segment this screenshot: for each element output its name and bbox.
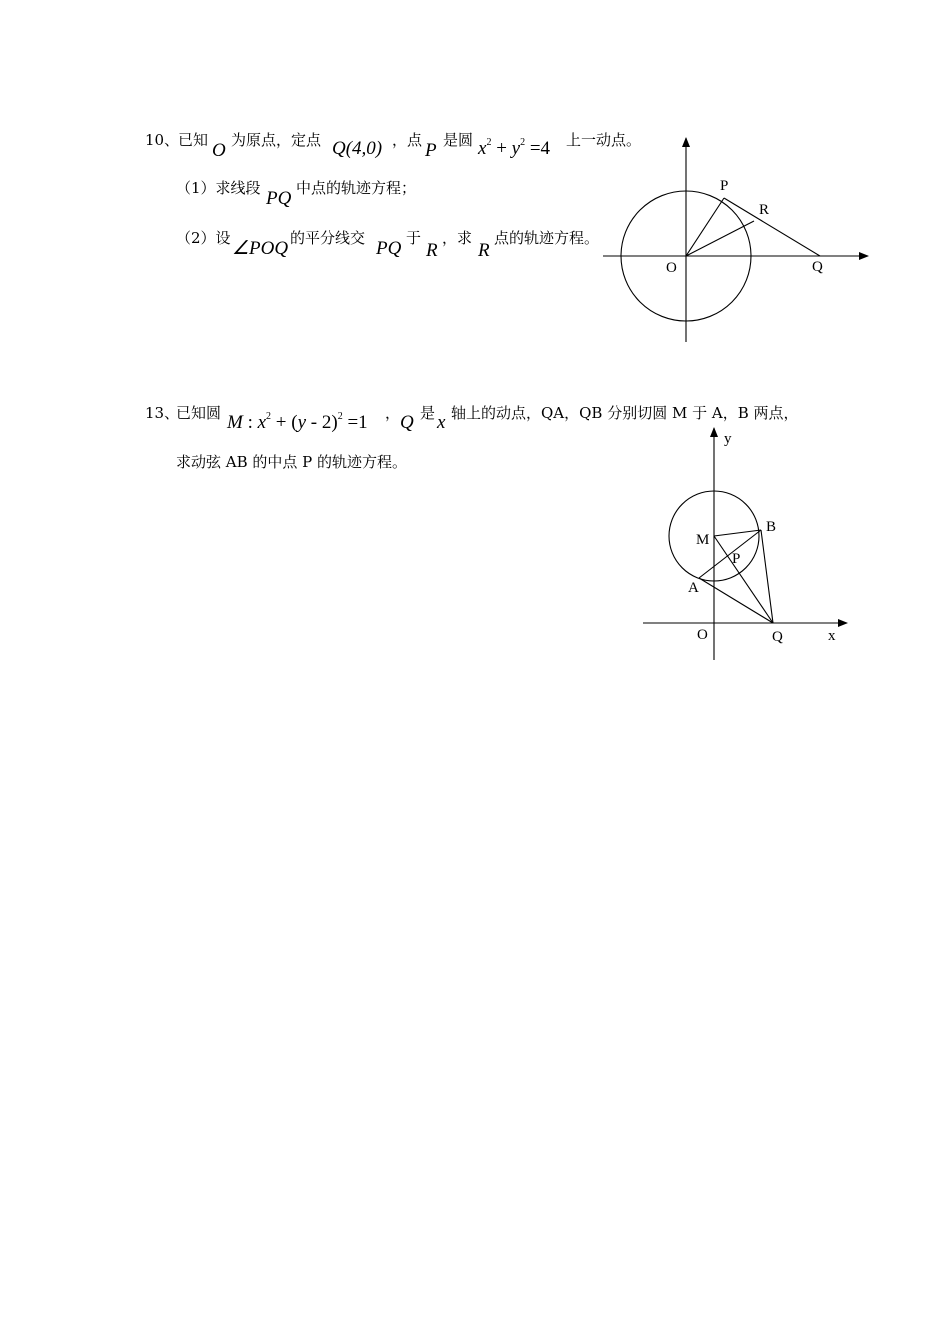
segment-OR bbox=[686, 221, 754, 256]
problem10-text-2: 为原点，定点 bbox=[231, 131, 322, 149]
math-circle-equation: $x^2 + y^2 =4$ bbox=[478, 137, 551, 159]
math-x: x bbox=[437, 412, 446, 433]
label-Q-2: Q bbox=[772, 629, 783, 645]
problem13-number: 13、 bbox=[145, 404, 180, 422]
math-O: O bbox=[212, 140, 226, 161]
math-P: P bbox=[425, 140, 437, 161]
label-O-2: O bbox=[697, 627, 708, 643]
sub2-text-2: 于 bbox=[406, 229, 422, 247]
label-Q: Q bbox=[812, 259, 823, 275]
problem13-text-2: ， bbox=[385, 404, 401, 422]
math-Q: Q bbox=[400, 412, 414, 433]
sub1-label: （1）求线段 bbox=[176, 179, 261, 197]
math-PQ-2: PQ bbox=[376, 238, 402, 259]
sub2-text-1: 的平分线交 bbox=[290, 229, 366, 247]
label-M: M bbox=[696, 532, 710, 548]
math-R: R bbox=[426, 240, 438, 261]
math-R-2: R bbox=[478, 240, 490, 261]
label-R: R bbox=[759, 202, 770, 218]
segment-BQ bbox=[761, 530, 773, 623]
figure-problem13 bbox=[643, 428, 847, 660]
sub1-rest: 中点的轨迹方程； bbox=[296, 179, 417, 197]
problem13-text-3: 是 bbox=[420, 404, 436, 422]
sub2-text-4: 点的轨迹方程。 bbox=[494, 229, 600, 247]
figure-problem10 bbox=[603, 138, 868, 342]
problem13-line-2: 求动弦 AB 的中点 P 的轨迹方程。 bbox=[176, 453, 408, 471]
problem10-text-3: ，点 bbox=[392, 131, 423, 149]
problem10-number: 10、 bbox=[145, 131, 180, 149]
problem13-text-1: 已知圆 bbox=[176, 404, 222, 422]
math-angle-POQ: ∠POQ bbox=[232, 238, 289, 259]
segment-AQ bbox=[699, 578, 773, 623]
label-x: x bbox=[828, 628, 836, 644]
problem10-text-1: 已知 bbox=[178, 131, 209, 149]
sub2-label: （2）设 bbox=[176, 229, 231, 247]
label-B: B bbox=[766, 519, 777, 535]
math-PQ: PQ bbox=[266, 188, 292, 209]
math-circle-M-equation: M : $x^2 + (y - 2)^2 =1$ bbox=[227, 411, 368, 433]
problem10-text-5: 上一动点。 bbox=[566, 131, 642, 149]
label-P: P bbox=[720, 178, 729, 194]
math-Q-point: Q(4,0) bbox=[332, 138, 383, 159]
sub2-text-3: ，求 bbox=[442, 229, 473, 247]
problem10-text-4: 是圆 bbox=[443, 131, 474, 149]
label-y: y bbox=[724, 431, 732, 447]
segment-PQ bbox=[724, 198, 820, 256]
label-O: O bbox=[666, 260, 677, 276]
label-A: A bbox=[688, 580, 699, 596]
label-P-2: P bbox=[732, 551, 741, 567]
segment-MQ bbox=[714, 536, 773, 623]
segment-OP bbox=[686, 198, 724, 256]
problem13-text-4: 轴上的动点，QA，QB 分别切圆 M 于 A，B 两点， bbox=[451, 404, 799, 422]
